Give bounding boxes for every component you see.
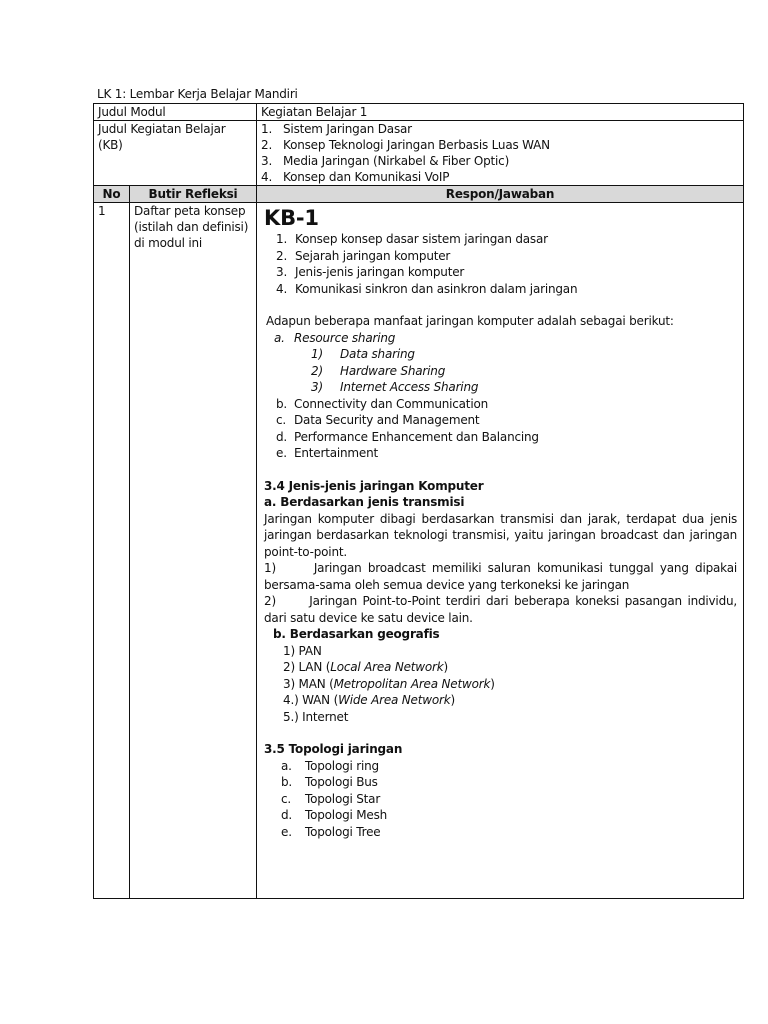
worksheet-table (93, 103, 744, 899)
benefits-list (276, 396, 739, 462)
geo-item (283, 692, 739, 709)
list-item-text: Konsep konsep dasar sistem jaringan dasar (295, 232, 548, 246)
list-item-text: Topologi Bus (305, 775, 378, 789)
list-marker: e. (281, 824, 292, 839)
benefit-a-sublist (311, 346, 739, 396)
list-item-text: Konsep Teknologi Jaringan Berbasis Luas WAN (283, 138, 550, 152)
list-item (281, 758, 739, 775)
kb-list (261, 121, 739, 185)
list-marker: 2) (311, 363, 323, 378)
list-marker: 1. (276, 232, 288, 246)
section-35-title: 3.5 Topologi jaringan (264, 742, 403, 756)
row-butir: Daftar peta konsep (istilah dan definisi) di modul ini (130, 203, 257, 899)
list-marker: 1. (261, 122, 273, 136)
list-item-text: Media Jaringan (Nirkabel & Fiber Optic) (283, 154, 510, 168)
geo-item-text: 5.) Internet (283, 709, 349, 724)
section-34-title: 3.4 Jenis-jenis jaringan Komputer (264, 478, 484, 493)
list-item (261, 121, 739, 137)
section-34-paragraph: Jaringan komputer dibagi berdasarkan transmisi dan jarak, terdapat dua jenis jaringan berdasarkan teknologi transmisi, yaitu jaringan broadcast dan jaringan point-to-point. (264, 511, 738, 559)
geo-item-text: 1) PAN (283, 643, 322, 658)
list-marker: b. (281, 775, 293, 789)
list-item (276, 396, 739, 413)
header-no: No (94, 186, 130, 203)
list-item-text: Data Security and Management (294, 413, 480, 427)
list-item (281, 774, 739, 791)
geo-item-italic: Wide Area Network (338, 693, 451, 707)
list-marker: 2. (276, 248, 288, 263)
geo-item (283, 676, 739, 693)
list-marker: 3. (276, 265, 288, 279)
module-row (94, 104, 744, 121)
list-marker: 4. (276, 281, 288, 296)
header-butir: Butir Refleksi (130, 186, 257, 203)
list-item (276, 445, 739, 462)
list-item (274, 330, 739, 347)
kb-label: Judul Kegiatan Belajar (KB) (94, 121, 257, 186)
geo-item-suffix: ) (490, 676, 495, 691)
module-value: Kegiatan Belajar 1 (257, 104, 744, 121)
list-item-text: Hardware Sharing (340, 363, 446, 378)
section-34-point-2: 2) Jaringan Point-to-Point terdiri dari beberapa koneksi pasangan individu, dari satu device ke satu device lain. (264, 594, 741, 625)
list-item-text: Connectivity dan Communication (294, 396, 488, 411)
list-item (261, 137, 739, 153)
geo-item-text: 4.) WAN ( (283, 693, 339, 707)
list-item-text: Sejarah jaringan komputer (295, 248, 451, 263)
list-item-text: Data sharing (340, 347, 415, 361)
list-item-text: Performance Enhancement dan Balancing (294, 429, 539, 444)
list-item (281, 824, 739, 841)
list-item (281, 791, 739, 808)
list-item (276, 429, 739, 446)
header-respon: Respon/Jawaban (257, 186, 744, 203)
concept-list (276, 231, 739, 297)
module-label: Judul Modul (94, 104, 257, 121)
list-item-text: Internet Access Sharing (340, 380, 479, 394)
section-34-point-1: 1) Jaringan broadcast memiliki saluran komunikasi tunggal yang dipakai bersama-sama oleh semua device yang terkoneksi ke jaringan (264, 561, 741, 592)
list-item (311, 379, 739, 396)
kb-list-cell (257, 121, 744, 186)
benefit-a (274, 330, 739, 347)
geo-item-text: 3) MAN ( (283, 676, 334, 691)
kb-row (94, 121, 744, 186)
list-item-text: Entertainment (294, 446, 379, 460)
reflection-row (94, 203, 744, 899)
response-cell (257, 203, 744, 899)
list-marker: e. (276, 446, 287, 460)
list-item-text: Topologi Star (305, 791, 381, 806)
geo-item-italic: Local Area Network (330, 660, 444, 674)
list-marker: 4. (261, 170, 273, 184)
list-item (261, 169, 739, 185)
list-item (276, 264, 739, 281)
header-row (94, 186, 744, 203)
geo-item (283, 643, 739, 660)
list-item (276, 412, 739, 429)
list-item (311, 346, 739, 363)
list-marker: 3) (311, 380, 323, 394)
list-marker: 2. (261, 138, 273, 152)
section-34a-title: a. Berdasarkan jenis transmisi (264, 495, 465, 509)
list-item (276, 231, 739, 248)
benefit-a-marker: a. (274, 330, 285, 345)
geo-item (283, 709, 739, 726)
geo-item (283, 659, 739, 676)
list-item-text: Topologi Mesh (305, 808, 388, 822)
row-number: 1 (94, 203, 130, 899)
list-item (276, 248, 739, 265)
list-marker: 3. (261, 154, 273, 168)
list-marker: d. (276, 429, 288, 444)
list-item (311, 363, 739, 380)
geo-list (283, 643, 739, 726)
list-marker: a. (281, 758, 292, 773)
list-item-text: Topologi Tree (305, 824, 381, 839)
benefit-a-text: Resource sharing (294, 330, 396, 345)
section-34b-title: b. Berdasarkan geografis (273, 627, 440, 641)
list-item-text: Topologi ring (305, 758, 379, 773)
list-marker: d. (281, 808, 293, 822)
benefits-intro: Adapun beberapa manfaat jaringan komputer adalah sebagai berikut: (266, 314, 674, 328)
list-item-text: Jenis-jenis jaringan komputer (295, 265, 465, 279)
geo-item-text: 2) LAN ( (283, 660, 331, 674)
list-marker: c. (276, 413, 287, 427)
list-item-text: Komunikasi sinkron dan asinkron dalam jaringan (295, 281, 578, 296)
list-item-text: Sistem Jaringan Dasar (283, 122, 412, 136)
list-item-text: Konsep dan Komunikasi VoIP (283, 170, 450, 184)
topology-list (281, 758, 739, 841)
list-item (276, 281, 739, 298)
list-marker: c. (281, 791, 292, 806)
geo-item-suffix: ) (450, 693, 455, 707)
geo-item-italic: Metropolitan Area Network (333, 676, 491, 691)
list-item (281, 807, 739, 824)
kb-title: KB-1 (264, 206, 319, 230)
list-marker: b. (276, 396, 288, 411)
worksheet-caption: LK 1: Lembar Kerja Belajar Mandiri (97, 87, 298, 101)
list-marker: 1) (311, 347, 323, 361)
geo-item-suffix: ) (443, 660, 449, 674)
list-item (261, 153, 739, 169)
